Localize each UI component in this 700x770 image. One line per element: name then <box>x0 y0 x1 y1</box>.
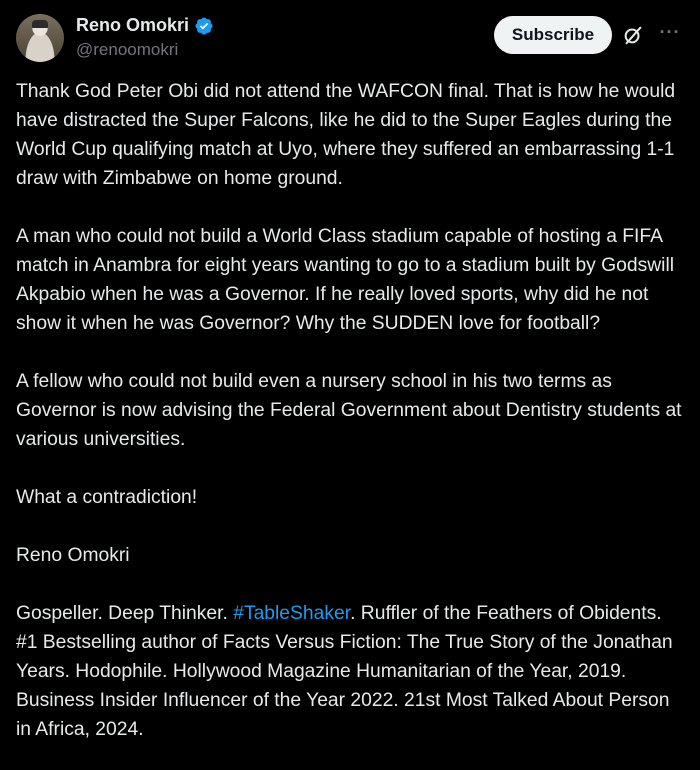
post-header <box>16 12 684 64</box>
post-paragraph-4: What a contradiction! <box>16 487 198 508</box>
verified-badge-icon <box>194 16 214 36</box>
bio-text-end: . Ruffler of the Feathers of Obidents. #1 Bestselling author of Facts Versus Fiction: The True Story of the Jonathan Years. Hodophile. Hollywood Magazine Humanitarian of the Year, 2019. Business Insider Influencer of the Year 2022. 21st Most Talked About Person in Africa, 2024. <box>16 603 678 740</box>
grok-icon[interactable] <box>622 24 644 46</box>
more-options-icon[interactable]: ··· <box>659 22 681 42</box>
hashtag-link[interactable]: #TableShaker <box>233 603 351 624</box>
post-paragraph-5: Reno Omokri <box>16 545 130 566</box>
author-handle[interactable]: @renoomokri <box>76 40 179 59</box>
subscribe-button[interactable]: Subscribe <box>494 16 612 54</box>
avatar[interactable] <box>16 14 64 62</box>
bio-text-start: Gospeller. Deep Thinker. <box>16 603 234 624</box>
post-paragraph-2: A man who could not build a World Class stadium capable of hosting a FIFA match in Anambra for eight years wanting to go to a stadium built by Godswill Akpabio when he was a Governor. If he really loved sports, why did he not show it when he was Governor? Why the SUDDEN love for football? <box>16 226 679 334</box>
post-paragraph-3: A fellow who could not build even a nursery school in his two terms as Governor is now advising the Federal Government about Dentistry students at various universities. <box>16 371 687 450</box>
post-text <box>16 77 688 744</box>
post-paragraph-1: Thank God Peter Obi did not attend the WAFCON final. That is how he would have distracted the Super Falcons, like he did to the Super Eagles during the World Cup qualifying match at Uyo, where they suffered an embarrassing 1-1 draw with Zimbabwe on home ground. <box>16 81 681 189</box>
author-block <box>76 15 214 60</box>
post-paragraph-6 <box>16 603 678 740</box>
author-name[interactable]: Reno Omokri <box>76 15 190 35</box>
